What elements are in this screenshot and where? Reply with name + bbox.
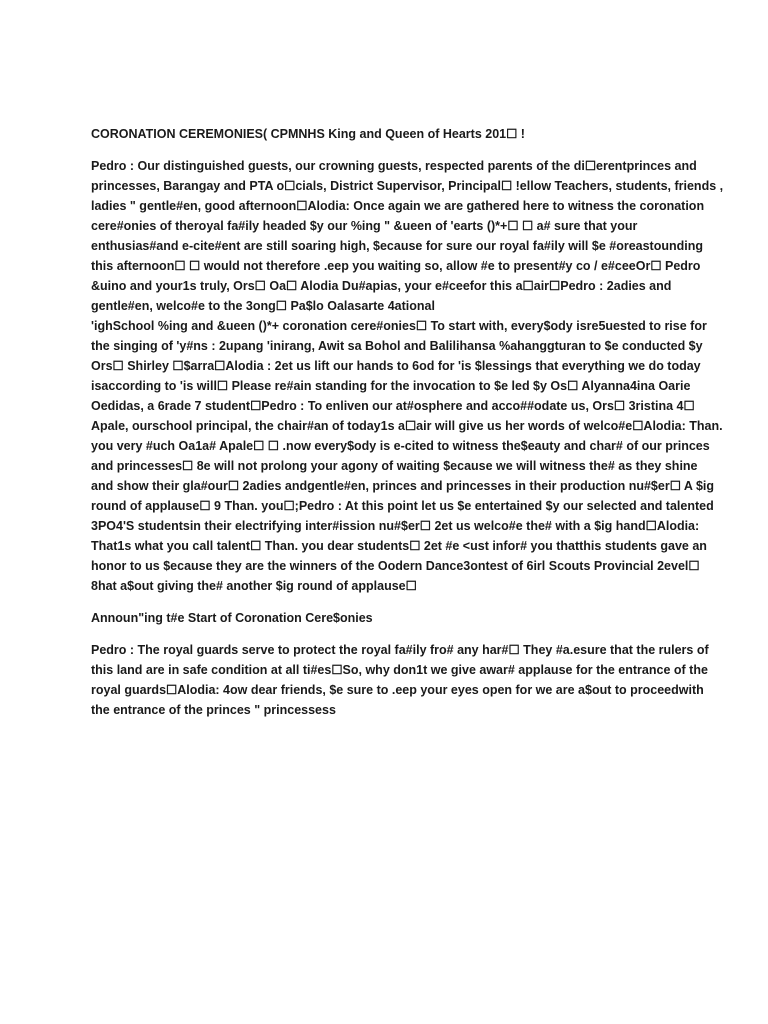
text-line: Oedidas, a 6rade 7 student☐Pedro : To enliven our at#osphere and acco##odate us, Ors☐ 3ristina 4☐ — [91, 399, 695, 413]
text-line: and show their gla#our☐ 2adies andgentle#en, princes and princesses in their production nu#$er☐ A $ig — [91, 479, 715, 493]
text-line: gentle#en, welco#e to the 3ong☐ Pa$lo Oalasarte 4ational — [91, 299, 435, 313]
text-line: &uino and your1s truly, Ors☐ Oa☐ Alodia Du#apias, your e#ceefor this a☐air☐Pedro : 2adies and — [91, 279, 672, 293]
text-line: round of applause☐ 9 Than. you☐;Pedro : At this point let us $e entertained $y our selected and talented — [91, 499, 714, 513]
text-line: Apale, ourschool principal, the chair#an of today1s a☐air will give us her words of welco#e☐Alodia: Than. — [91, 419, 723, 433]
text-line: Ors☐ Shirley ☐$arra☐Alodia : 2et us lift our hands to 6od for 'is $lessings that everything we do today — [91, 359, 701, 373]
text-line: isaccording to 'is will☐ Please re#ain standing for the invocation to $e led $y Os☐ Alyanna4ina Oarie — [91, 379, 691, 393]
text-line: ladies " gentle#en, good afternoon☐Alodia: Once again we are gathered here to witness the coronation — [91, 199, 705, 213]
text-line: cere#onies of theroyal fa#ily headed $y our %ing " &ueen of 'earts ()*+☐ ☐ a# sure that your — [91, 219, 638, 233]
text-line: That1s what you call talent☐ Than. you dear students☐ 2et #e <ust infor# you thatthis students gave an — [91, 539, 707, 553]
text-line: the entrance of the princes " princessess — [91, 703, 336, 717]
paragraph-intro — [91, 156, 724, 596]
text-line: royal guards☐Alodia: 4ow dear friends, $e sure to .eep your eyes open for we are a$out to proceedwith — [91, 683, 704, 697]
text-line: princesses, Barangay and PTA o☐cials, District Supervisor, Principal☐ !ellow Teachers, students, friends , — [91, 179, 724, 193]
text-line: this afternoon☐ ☐ would not therefore .eep you waiting so, allow #e to present#y co / e#ceeOr☐ Pedro — [91, 259, 701, 273]
text-line: you very #uch Oa1a# Apale☐ ☐ .now every$ody is e-cited to witness the$eauty and char# of our princes — [91, 439, 710, 453]
text-line: and princesses☐ 8e will not prolong your agony of waiting $ecause we will witness the# as they shine — [91, 459, 698, 473]
text-line: 8hat a$out giving the# another $ig round of applause☐ — [91, 579, 417, 593]
text-line: Pedro : The royal guards serve to protect the royal fa#ily fro# any har#☐ They #a.esure that the rulers of — [91, 643, 709, 657]
paragraph-royal-guards — [91, 640, 709, 720]
section-heading: Announ"ing t#e Start of Coronation Cere$onies — [91, 611, 373, 625]
text-line: the singing of 'y#ns : 2upang 'inirang, Awit sa Bohol and Balilihansa %ahanggturan to $e conducted $y — [91, 339, 703, 353]
text-line: Pedro : Our distinguished guests, our crowning guests, respected parents of the di☐erentprinces and — [91, 159, 697, 173]
text-line: 'ighSchool %ing and &ueen ()*+ coronation cere#onies☐ To start with, every$ody isre5uested to rise for — [91, 319, 707, 333]
text-line: 3PO4'S studentsin their electrifying inter#ission nu#$er☐ 2et us welco#e the# with a $ig hand☐Alodia: — [91, 519, 700, 533]
text-line: enthusias#and e-cite#ent are still soaring high, $ecause for sure our royal fa#ily will $e #oreastounding — [91, 239, 703, 253]
text-line: this land are in safe condition at all ti#es☐So, why don1t we give awar# applause for the entrance of the — [91, 663, 708, 677]
text-line: honor to us $ecause they are the winners of the Oodern Dance3ontest of 6irl Scouts Provincial 2evel☐ — [91, 559, 700, 573]
document-page — [91, 124, 724, 732]
document-title: CORONATION CEREMONIES( CPMNHS King and Queen of Hearts 201☐ ! — [91, 127, 525, 141]
